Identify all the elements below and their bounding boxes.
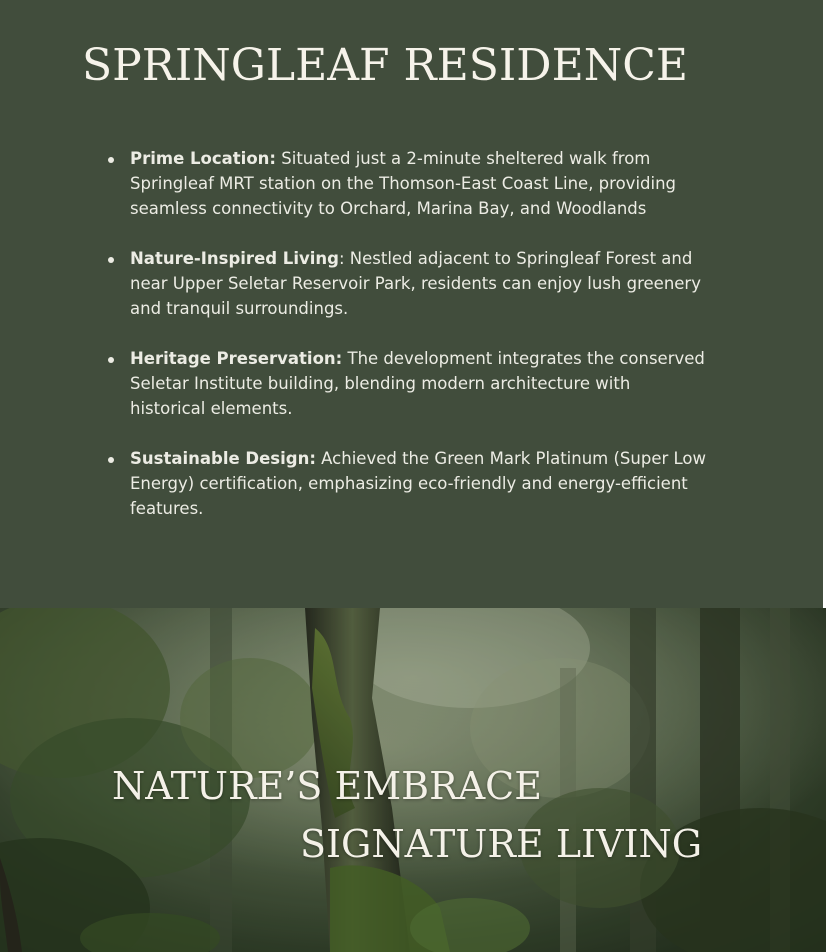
- feature-text: : Nestled adjacent to Springleaf Forest and near Upper Seletar Reservoir Park, residents can enjoy lush greenery and tranquil surroundings.: [130, 249, 701, 318]
- feature-text: Achieved the Green Mark Platinum (Super Low Energy) certification, emphasizing eco-friendly and energy-efficient features.: [130, 449, 706, 518]
- feature-item: [106, 346, 706, 421]
- forest-image: [0, 608, 826, 952]
- bullet-icon: [108, 157, 114, 163]
- feature-item: [106, 146, 706, 221]
- feature-term: Prime Location:: [130, 149, 277, 168]
- feature-term: Sustainable Design:: [130, 449, 316, 468]
- feature-text: Situated just a 2-minute sheltered walk from Springleaf MRT station on the Thomson-East Coast Line, providing seamless connectivity to Orchard, Marina Bay, and Woodlands: [130, 149, 677, 218]
- feature-item: [106, 246, 706, 321]
- feature-list: [106, 146, 706, 546]
- bullet-icon: [108, 457, 114, 463]
- feature-text: The development integrates the conserved Seletar Institute building, blending modern architecture with historical elements.: [130, 349, 705, 418]
- feature-term: Nature-Inspired Living: [130, 249, 339, 268]
- bullet-icon: [108, 357, 114, 363]
- bullet-icon: [108, 257, 114, 263]
- tagline-line-1: NATURE’S EMBRACE: [112, 764, 542, 808]
- feature-item: [106, 446, 706, 521]
- feature-term: Heritage Preservation:: [130, 349, 343, 368]
- page-title: SPRINGLEAF RESIDENCE: [82, 40, 688, 91]
- tagline-line-2: SIGNATURE LIVING: [300, 822, 703, 866]
